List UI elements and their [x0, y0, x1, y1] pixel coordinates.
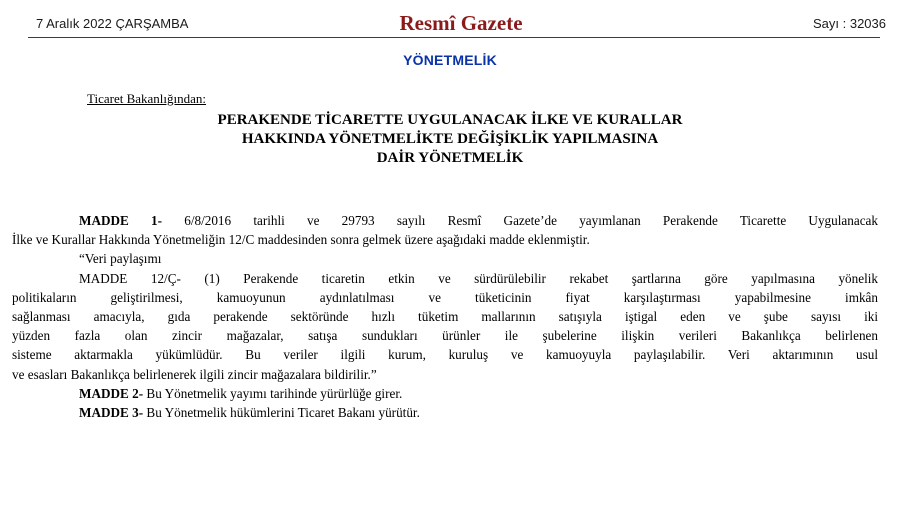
article-12c-line-5: sisteme aktarmakla yükümlüdür. Bu veriler ilgili kurum, kuruluş ve kamuoyuyla paylaşılabilir. Veri aktarımının usul: [12, 347, 878, 363]
regulation-title-line-2: HAKKINDA YÖNETMELİKTE DEĞİŞİKLİK YAPILMASINA: [241, 131, 659, 147]
article-2: [12, 384, 878, 403]
article-3: [12, 403, 878, 422]
regulation-title-line-3: DAİR YÖNETMELİK: [376, 150, 524, 166]
gazette-title: Resmî Gazete: [399, 11, 523, 35]
article-3-label: MADDE 3-: [79, 405, 144, 421]
article-2-label: MADDE 2-: [79, 385, 144, 401]
article-12c-line-3: sağlanması amacıyla, gıda perakende sektöründe hızlı tüketim mallarının satışıyla iştigal eden ve şube sayısı iki: [12, 309, 878, 325]
article-1-text-1: 6/8/2016 tarihli ve 29793 sayılı Resmî Gazete’de yayımlanan Perakende Ticarette Uygulanacak: [162, 213, 878, 228]
section-label: YÖNETMELİK: [403, 52, 497, 68]
article-1-line-2: İlke ve Kurallar Hakkında Yönetmeliğin 12/C maddesinden sonra gelmek üzere aşağıdaki madde eklenmiştir.: [12, 232, 590, 248]
masthead-divider: [28, 37, 880, 38]
issue-date: 7 Aralık 2022 ÇARŞAMBA: [36, 16, 189, 31]
issue-number: Sayı : 32036: [813, 16, 886, 31]
regulation-title-line-1: PERAKENDE TİCARETTE UYGULANACAK İLKE VE KURALLAR: [217, 112, 683, 128]
article-1-label: MADDE 1-: [79, 213, 163, 228]
article-12c-line-1: MADDE 12/Ç- (1) Perakende ticaretin etkin ve sürdürülebilir rekabet şartlarına göre yapılmasına yönelik: [79, 270, 878, 286]
article-1-line-1: [12, 211, 878, 230]
quoted-heading: “Veri paylaşımı: [79, 251, 162, 267]
article-3-text: Bu Yönetmelik hükümlerini Ticaret Bakanı yürütür.: [143, 405, 420, 421]
article-12c-line-6: ve esasları Bakanlıkça belirlenerek ilgili zincir mağazalara bildirilir.”: [12, 366, 377, 382]
article-2-text: Bu Yönetmelik yayımı tarihinde yürürlüğe girer.: [143, 385, 403, 401]
regulation-body: [12, 211, 878, 422]
article-12c-line-2: politikaların geliştirilmesi, kamuoyunun aydınlatılması ve tüketicinin fiyat karşılaştırması yapabilmesine imkân: [12, 289, 878, 305]
article-12c-line-4: yüzden fazla olan zincir mağazalar, satışa sundukları ürünler ile şubelerine ilişkin verileri Bakanlıkça belirlenen: [12, 328, 878, 344]
masthead: [36, 11, 886, 35]
regulation-title: [0, 111, 900, 168]
issuing-ministry: Ticaret Bakanlığından:: [87, 91, 207, 106]
